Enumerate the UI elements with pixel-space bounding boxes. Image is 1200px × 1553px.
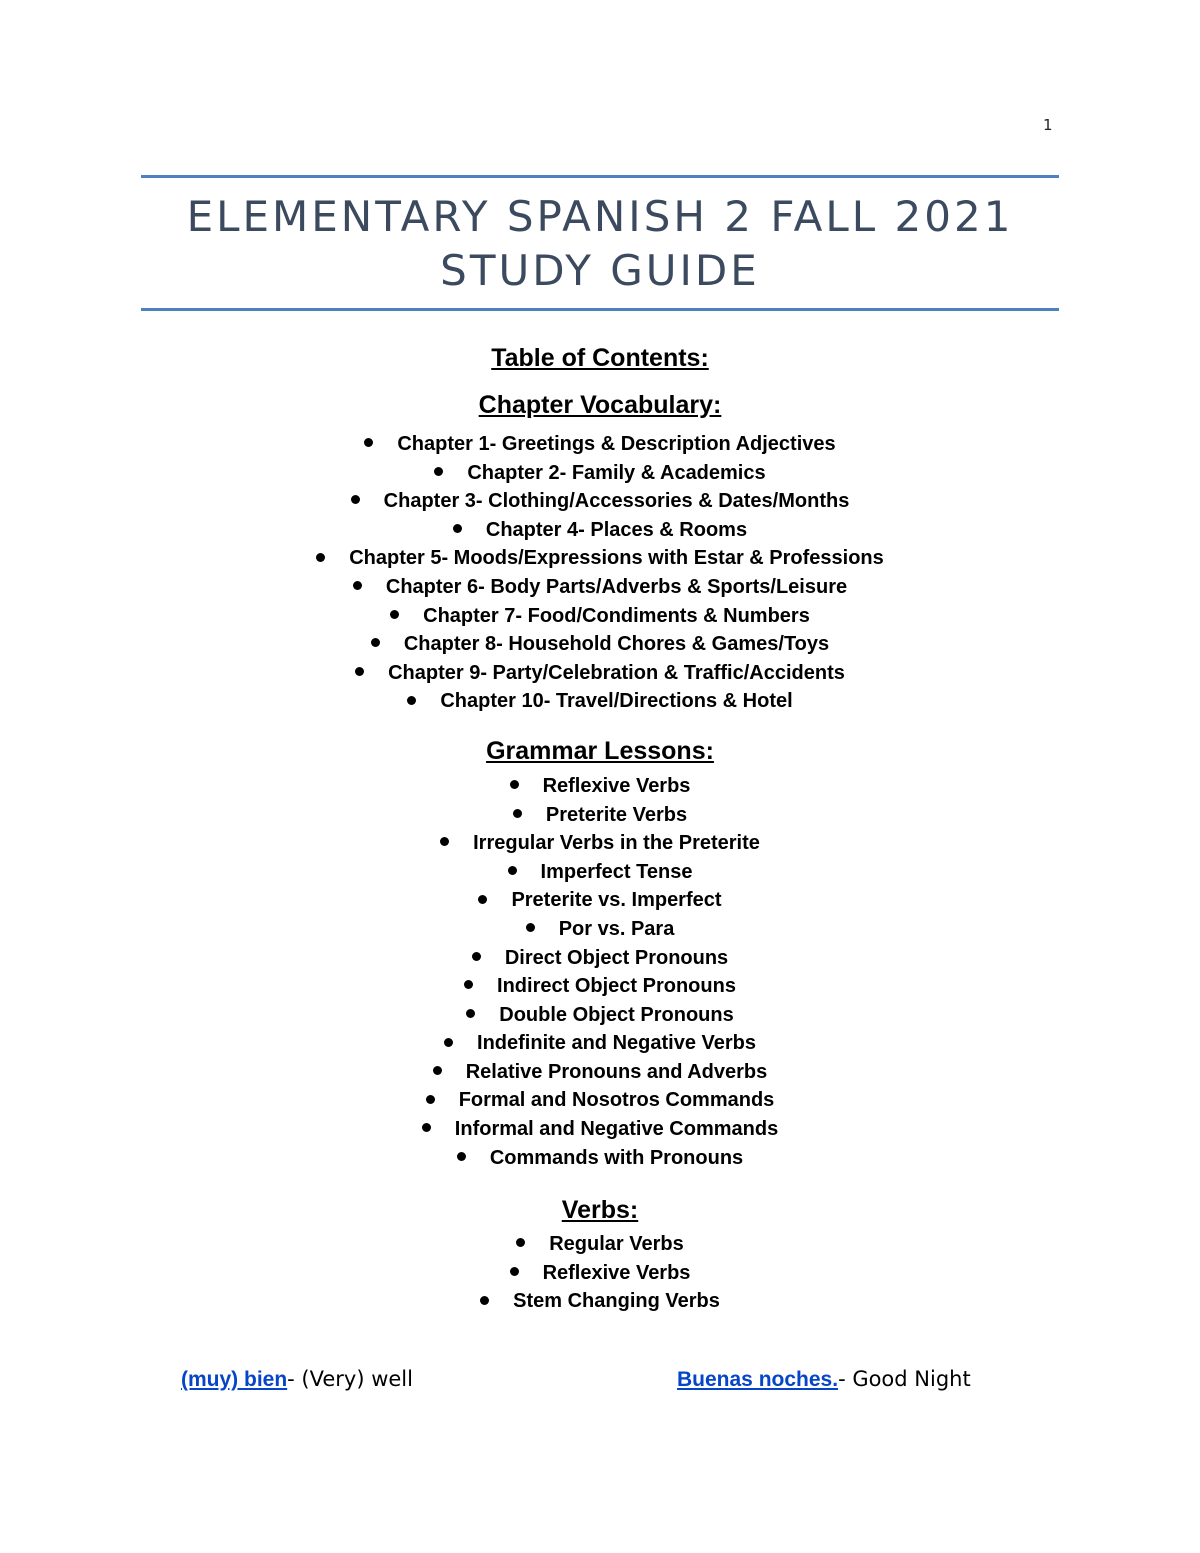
list-item — [100, 687, 1100, 716]
bullet-icon — [480, 1296, 489, 1305]
vocabulary-heading: Chapter Vocabulary: — [478, 391, 722, 419]
bullet-icon — [478, 895, 487, 904]
table-of-contents — [100, 336, 1100, 1316]
list-item-label: Chapter 5- Moods/Expressions with Estar & Professions — [349, 547, 884, 570]
list-item — [100, 1230, 1100, 1259]
list-item-label: Reflexive Verbs — [542, 1261, 691, 1284]
bullet-icon — [364, 438, 373, 447]
list-item — [100, 886, 1100, 915]
list-item — [100, 829, 1100, 858]
bullet-icon — [516, 1238, 525, 1247]
list-item — [100, 659, 1100, 688]
list-item-label: Formal and Nosotros Commands — [458, 1089, 775, 1112]
list-item-label: Stem Changing Verbs — [513, 1290, 720, 1313]
bullet-icon — [508, 866, 517, 875]
bullet-icon — [453, 524, 462, 533]
bullet-icon — [440, 837, 449, 846]
list-item-label: Double Object Pronouns — [499, 1003, 734, 1026]
list-item — [100, 573, 1100, 602]
list-item — [100, 1058, 1100, 1087]
verbs-list — [100, 1230, 1100, 1316]
bullet-icon — [433, 1066, 442, 1075]
list-item-label: Regular Verbs — [549, 1233, 684, 1256]
list-item-label: Irregular Verbs in the Preterite — [473, 832, 760, 855]
bullet-icon — [526, 923, 535, 932]
list-item — [100, 801, 1100, 830]
list-item — [100, 858, 1100, 887]
list-item — [100, 1144, 1100, 1173]
list-item-label: Chapter 10- Travel/Directions & Hotel — [440, 690, 793, 713]
bullet-icon — [355, 667, 364, 676]
bullet-icon — [371, 638, 380, 647]
list-item-label: Direct Object Pronouns — [504, 946, 729, 969]
title-line-2: STUDY GUIDE — [440, 246, 760, 295]
list-item — [100, 459, 1100, 488]
list-item — [100, 1259, 1100, 1288]
document-title — [100, 190, 1100, 298]
title-line-1: ELEMENTARY SPANISH 2 FALL 2021 — [186, 192, 1014, 241]
list-item-label: Preterite Verbs — [545, 803, 688, 826]
vocab-term-link[interactable]: (muy) bien — [181, 1368, 288, 1391]
list-item — [100, 772, 1100, 801]
bullet-icon — [472, 952, 481, 961]
list-item — [100, 1287, 1100, 1316]
bullet-icon — [422, 1123, 431, 1132]
bullet-icon — [407, 696, 416, 705]
list-item-label: Chapter 9- Party/Celebration & Traffic/Accidents — [388, 661, 845, 684]
list-item — [100, 1029, 1100, 1058]
bullet-icon — [353, 581, 362, 590]
bullet-icon — [390, 610, 399, 619]
vocab-definition: - Good Night — [838, 1367, 971, 1391]
bullet-icon — [457, 1152, 466, 1161]
vocab-entry-buenas-noches — [677, 1364, 971, 1395]
list-item — [100, 1115, 1100, 1144]
list-item-label: Chapter 4- Places & Rooms — [485, 518, 748, 541]
list-item-label: Chapter 2- Family & Academics — [467, 461, 766, 484]
list-item — [100, 944, 1100, 973]
list-item-label: Chapter 3- Clothing/Accessories & Dates/Months — [383, 490, 850, 513]
bullet-icon — [444, 1038, 453, 1047]
list-item — [100, 1086, 1100, 1115]
bullet-icon — [351, 495, 360, 504]
list-item-label: Indirect Object Pronouns — [497, 975, 736, 998]
vocab-entry-muy-bien — [181, 1364, 413, 1395]
list-item-label: Chapter 6- Body Parts/Adverbs & Sports/Leisure — [385, 575, 848, 598]
list-item — [100, 1001, 1100, 1030]
list-item-label: Reflexive Verbs — [542, 774, 691, 797]
title-rule-top — [141, 175, 1059, 178]
bullet-icon — [510, 780, 519, 789]
bullet-icon — [513, 809, 522, 818]
list-item-label: Chapter 7- Food/Condiments & Numbers — [423, 604, 810, 627]
list-item-label: Commands with Pronouns — [489, 1146, 744, 1169]
list-item — [100, 602, 1100, 631]
list-item-label: Imperfect Tense — [540, 860, 693, 883]
list-item — [100, 516, 1100, 545]
bullet-icon — [466, 1009, 475, 1018]
list-item — [100, 915, 1100, 944]
grammar-heading: Grammar Lessons: — [486, 736, 714, 765]
list-item — [100, 487, 1100, 516]
toc-heading: Table of Contents: — [491, 344, 709, 372]
list-item-label: Informal and Negative Commands — [454, 1118, 779, 1141]
vocab-definition: - (Very) well — [287, 1367, 413, 1391]
grammar-list — [100, 772, 1100, 1172]
title-rule-bottom — [141, 308, 1059, 311]
vocabulary-list — [100, 430, 1100, 716]
verbs-heading: Verbs: — [561, 1196, 639, 1225]
bullet-icon — [434, 467, 443, 476]
bullet-icon — [464, 980, 473, 989]
bullet-icon — [316, 553, 325, 562]
list-item-label: Por vs. Para — [558, 917, 675, 940]
list-item-label: Chapter 8- Household Chores & Games/Toys — [403, 633, 830, 656]
list-item — [100, 630, 1100, 659]
list-item-label: Preterite vs. Imperfect — [511, 889, 722, 912]
page-number: 1 — [1043, 116, 1053, 134]
list-item — [100, 972, 1100, 1001]
list-item — [100, 430, 1100, 459]
vocab-term-link[interactable]: Buenas noches. — [677, 1368, 839, 1391]
list-item-label: Relative Pronouns and Adverbs — [465, 1060, 768, 1083]
list-item-label: Indefinite and Negative Verbs — [477, 1032, 756, 1055]
list-item — [100, 544, 1100, 573]
bullet-icon — [510, 1267, 519, 1276]
list-item-label: Chapter 1- Greetings & Description Adjectives — [397, 433, 836, 455]
bullet-icon — [426, 1095, 435, 1104]
